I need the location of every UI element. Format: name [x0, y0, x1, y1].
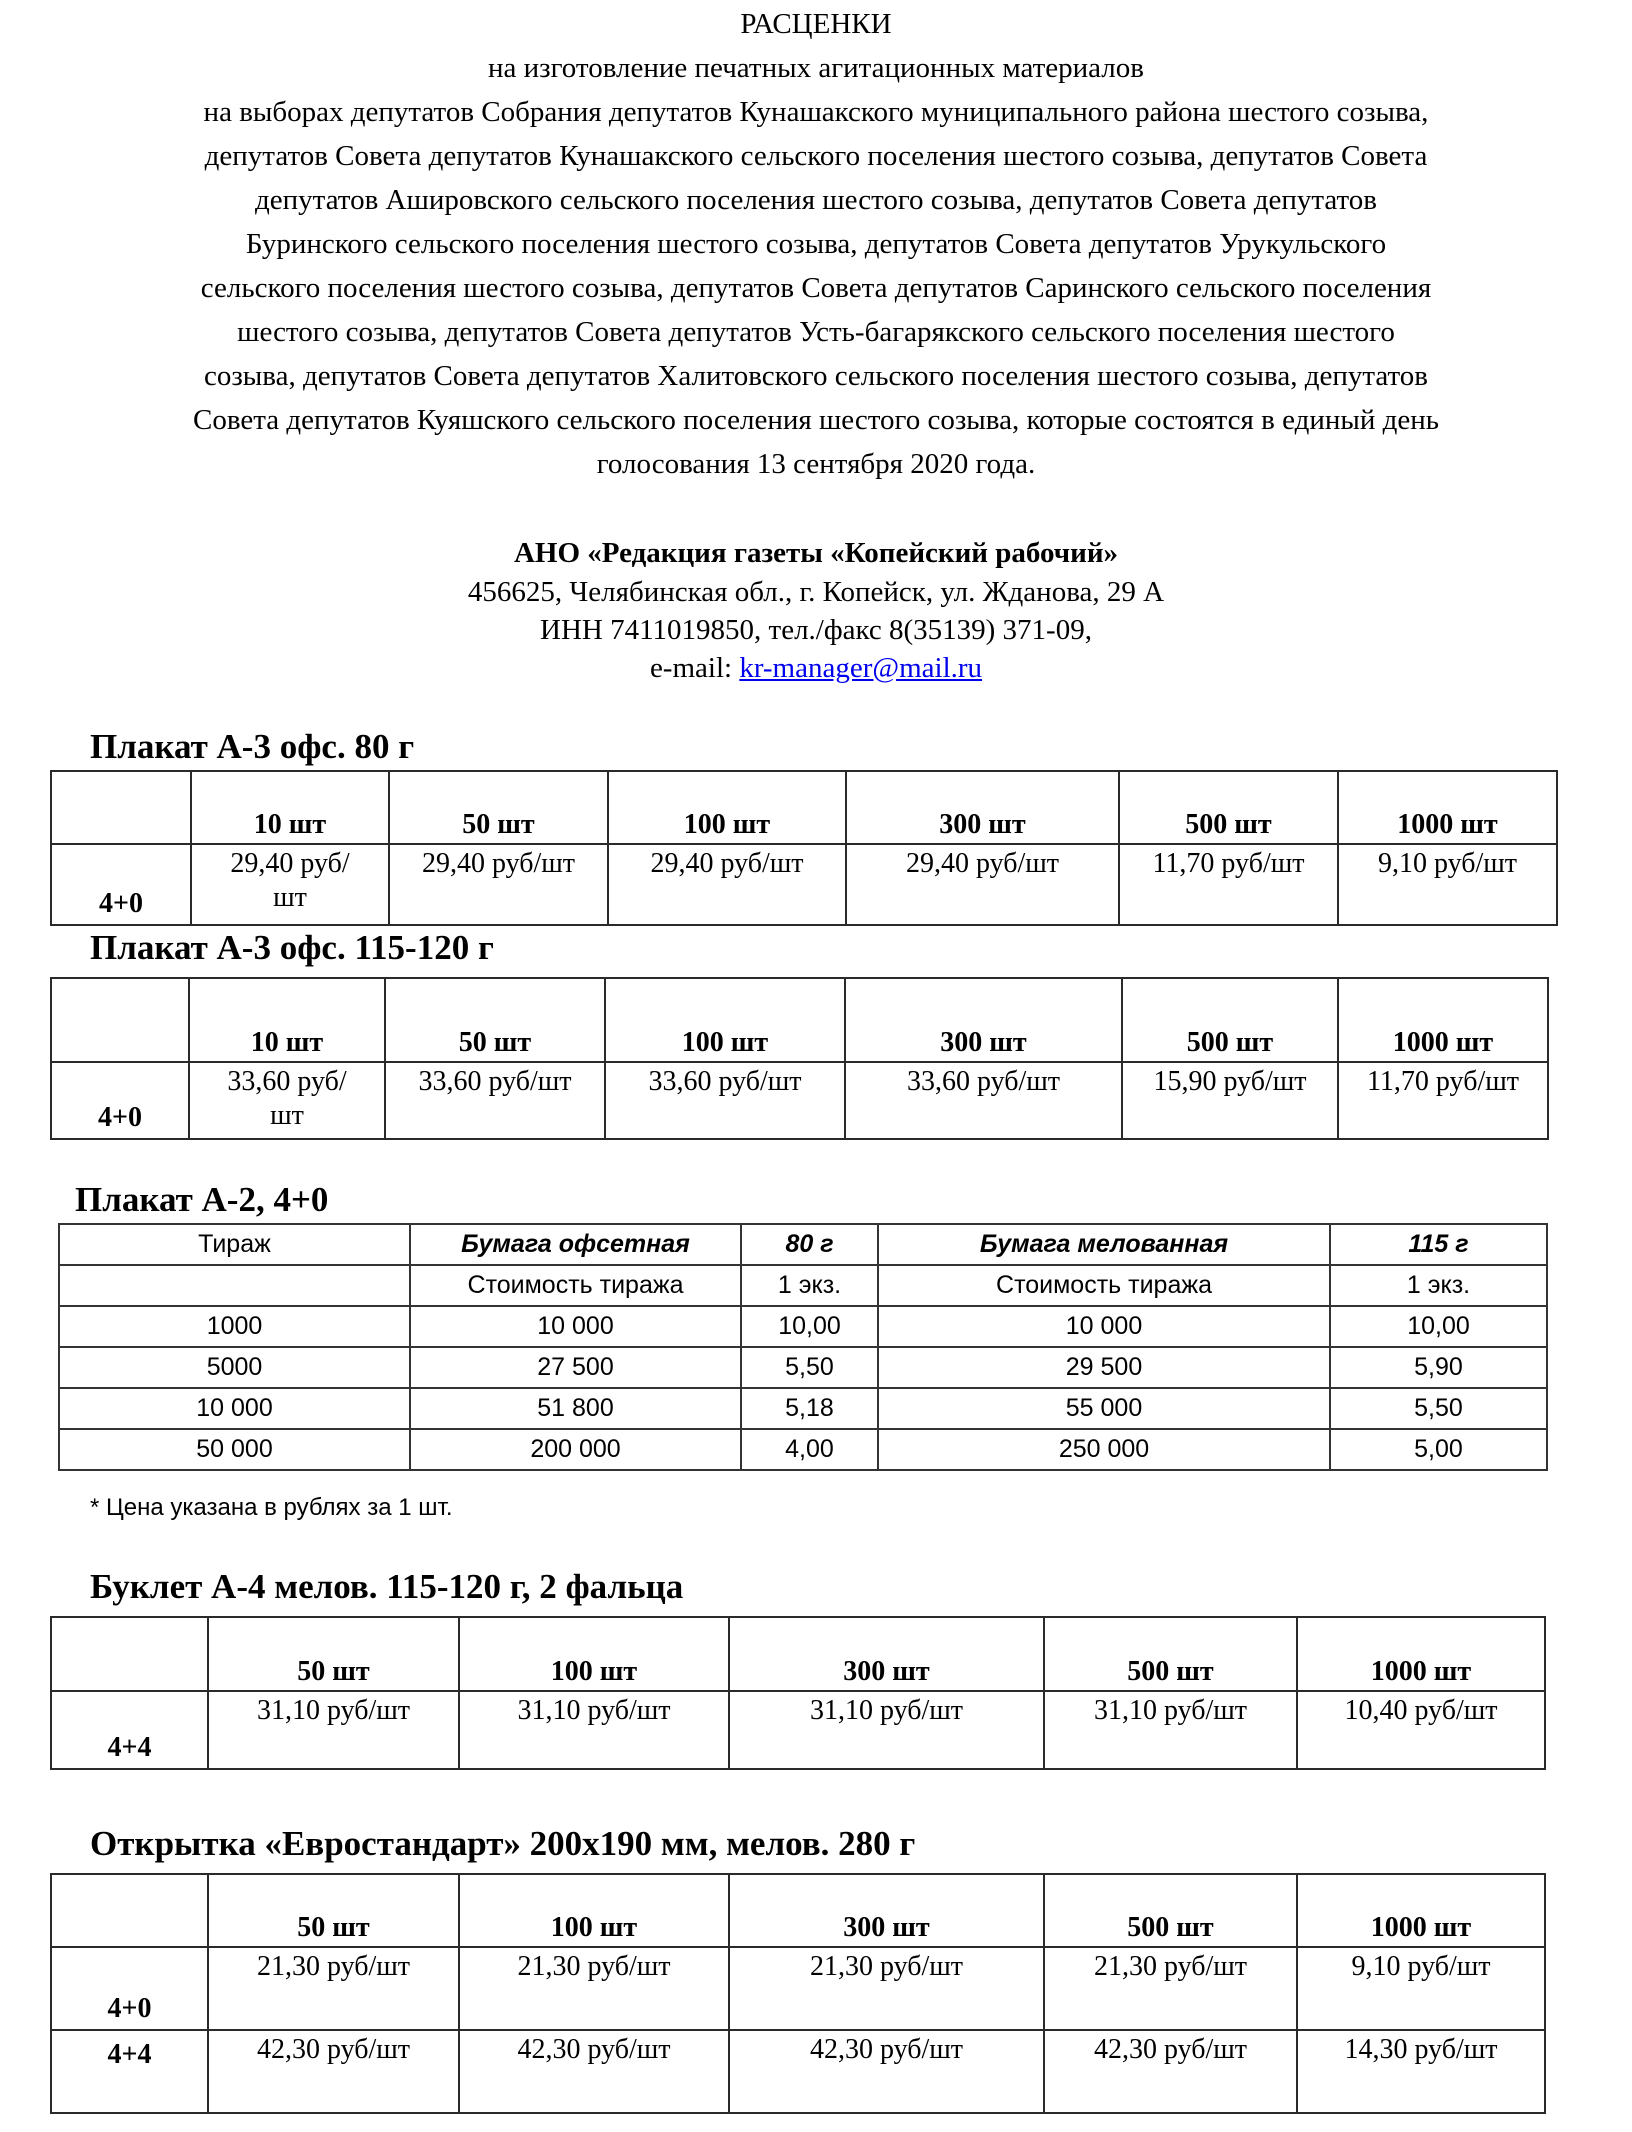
email-label: e-mail:: [649, 652, 740, 684]
column-header: 300 шт: [846, 771, 1119, 844]
company-email-line: [0, 650, 1632, 686]
price-table-booklet: [50, 1616, 1546, 1770]
price-cell: 29,40 руб/шт: [846, 844, 1119, 925]
column-header-coated-paper: Бумага мелованная: [878, 1224, 1330, 1265]
price-cell: 31,10 руб/шт: [729, 1691, 1044, 1769]
price-cell: 31,10 руб/шт: [459, 1691, 729, 1769]
empty-cell: [51, 1874, 208, 1947]
table-cell: 1000: [59, 1306, 410, 1347]
table-row: [51, 844, 1557, 925]
column-header: 50 шт: [208, 1617, 459, 1691]
column-header: 300 шт: [729, 1874, 1044, 1947]
price-cell: 42,30 руб/шт: [208, 2030, 459, 2113]
price-cell: 31,10 руб/шт: [208, 1691, 459, 1769]
column-header: 1000 шт: [1338, 978, 1548, 1062]
header-line: на выборах депутатов Собрания депутатов Кунашакского муниципального района шестого созыва,: [203, 96, 1429, 128]
company-address: 456625, Челябинская обл., г. Копейск, ул. Жданова, 29 А: [467, 576, 1165, 608]
price-table-poster-a3-115: [50, 977, 1549, 1140]
subheader-cell: Стоимость тиража: [410, 1265, 741, 1306]
price-cell: 33,60 руб/шт: [189, 1062, 385, 1139]
price-cell: 10,40 руб/шт: [1297, 1691, 1545, 1769]
table-cell: 50 000: [59, 1429, 410, 1470]
table-cell: 10 000: [59, 1388, 410, 1429]
price-cell: 29,40 руб/шт: [191, 844, 389, 925]
table-row: [59, 1388, 1547, 1429]
table-header-row: [51, 1874, 1545, 1947]
header-line: Совета депутатов Куяшского сельского поселения шестого созыва, которые состоятся в единый день: [193, 404, 1439, 436]
price-cell: 9,10 руб/шт: [1297, 1947, 1545, 2030]
column-header: 50 шт: [389, 771, 608, 844]
table-cell: 5,50: [1330, 1388, 1547, 1429]
table-cell: 10 000: [878, 1306, 1330, 1347]
table-cell: 200 000: [410, 1429, 741, 1470]
document-title: РАСЦЕНКИ: [740, 8, 892, 40]
email-link[interactable]: kr-manager@mail.ru: [739, 652, 983, 684]
section-title-poster-a2: Плакат А-2, 4+0: [75, 1180, 329, 1219]
section-title-poster-a3-80: Плакат А-3 офс. 80 г: [90, 727, 415, 766]
column-header: 100 шт: [608, 771, 846, 844]
header-line: депутатов Совета депутатов Кунашакского сельского поселения шестого созыва, депутатов Совета: [204, 140, 1428, 172]
column-header-80g: 80 г: [741, 1224, 878, 1265]
price-cell: 15,90 руб/шт: [1122, 1062, 1338, 1139]
column-header-tirazh: Тираж: [59, 1224, 410, 1265]
price-cell: 14,30 руб/шт: [1297, 2030, 1545, 2113]
price-cell: 33,60 руб/шт: [845, 1062, 1122, 1139]
price-cell: 21,30 руб/шт: [459, 1947, 729, 2030]
table-cell: 4,00: [741, 1429, 878, 1470]
column-header: 50 шт: [385, 978, 605, 1062]
table-cell: 10,00: [741, 1306, 878, 1347]
price-cell: 33,60 руб/шт: [605, 1062, 845, 1139]
table-cell: 10,00: [1330, 1306, 1547, 1347]
table-cell: 10 000: [410, 1306, 741, 1347]
price-table-poster-a2: [58, 1223, 1548, 1471]
price-cell: 29,40 руб/шт: [389, 844, 608, 925]
row-label: 4+4: [51, 2030, 208, 2113]
subheader-cell: 1 экз.: [1330, 1265, 1547, 1306]
empty-cell: [51, 978, 189, 1062]
empty-cell: [51, 771, 191, 844]
column-header: 500 шт: [1044, 1617, 1297, 1691]
column-header: 1000 шт: [1297, 1874, 1545, 1947]
table-cell: 5,90: [1330, 1347, 1547, 1388]
header-line: голосования 13 сентября 2020 года.: [596, 448, 1036, 480]
table-cell: 5,18: [741, 1388, 878, 1429]
column-header: 10 шт: [191, 771, 389, 844]
row-label: 4+0: [51, 1947, 208, 2030]
header-line: созыва, депутатов Совета депутатов Халитовского сельского поселения шестого созыва, депутатов: [203, 360, 1429, 392]
row-label: 4+0: [51, 844, 191, 925]
table-row: [59, 1347, 1547, 1388]
price-cell: 11,70 руб/шт: [1338, 1062, 1548, 1139]
table-cell: 27 500: [410, 1347, 741, 1388]
column-header: 500 шт: [1044, 1874, 1297, 1947]
header-line: Буринского сельского поселения шестого созыва, депутатов Совета депутатов Урукульского: [245, 228, 1387, 260]
section-title-booklet: Буклет А-4 мелов. 115-120 г, 2 фальца: [90, 1567, 684, 1606]
table-row: [59, 1306, 1547, 1347]
company-inn-phone: ИНН 7411019850, тел./факс 8(35139) 371-09,: [540, 614, 1092, 646]
table-subheader-row: [59, 1265, 1547, 1306]
table-cell: 5,00: [1330, 1429, 1547, 1470]
price-cell: 42,30 руб/шт: [459, 2030, 729, 2113]
table-cell: 5,50: [741, 1347, 878, 1388]
column-header: 50 шт: [208, 1874, 459, 1947]
table-cell: 51 800: [410, 1388, 741, 1429]
table-row: [59, 1429, 1547, 1470]
header-line: на изготовление печатных агитационных материалов: [488, 52, 1144, 84]
column-header: 500 шт: [1119, 771, 1338, 844]
price-note: * Цена указана в рублях за 1 шт.: [90, 1494, 453, 1521]
price-cell: 21,30 руб/шт: [729, 1947, 1044, 2030]
table-cell: 55 000: [878, 1388, 1330, 1429]
column-header: 1000 шт: [1297, 1617, 1545, 1691]
column-header: 100 шт: [459, 1617, 729, 1691]
company-name: АНО «Редакция газеты «Копейский рабочий»: [513, 537, 1119, 569]
price-cell: 42,30 руб/шт: [729, 2030, 1044, 2113]
price-cell: 11,70 руб/шт: [1119, 844, 1338, 925]
column-header: 100 шт: [459, 1874, 729, 1947]
column-header: 500 шт: [1122, 978, 1338, 1062]
subheader-cell: 1 экз.: [741, 1265, 878, 1306]
table-row: [51, 1062, 1548, 1139]
table-cell: 5000: [59, 1347, 410, 1388]
header-line: шестого созыва, депутатов Совета депутатов Усть-багарякского сельского поселения шестого: [237, 316, 1395, 348]
column-header: 300 шт: [845, 978, 1122, 1062]
table-header-row: [51, 1617, 1545, 1691]
header-line: депутатов Ашировского сельского поселения шестого созыва, депутатов Совета депутатов: [255, 184, 1377, 216]
row-label: 4+4: [51, 1691, 208, 1769]
subheader-cell: Стоимость тиража: [878, 1265, 1330, 1306]
row-label: 4+0: [51, 1062, 189, 1139]
table-row: [51, 1691, 1545, 1769]
table-row: [51, 2030, 1545, 2113]
table-header-row: [51, 771, 1557, 844]
price-cell: 21,30 руб/шт: [1044, 1947, 1297, 2030]
table-header-row: [51, 978, 1548, 1062]
column-header: 10 шт: [189, 978, 385, 1062]
column-header-offset-paper: Бумага офсетная: [410, 1224, 741, 1265]
column-header-115g: 115 г: [1330, 1224, 1547, 1265]
section-title-postcard: Открытка «Евростандарт» 200х190 мм, мелов. 280 г: [90, 1824, 916, 1863]
empty-cell: [59, 1265, 410, 1306]
price-cell: 9,10 руб/шт: [1338, 844, 1557, 925]
section-title-poster-a3-115: Плакат А-3 офс. 115-120 г: [90, 928, 494, 967]
table-row: [51, 1947, 1545, 2030]
table-cell: 250 000: [878, 1429, 1330, 1470]
column-header: 100 шт: [605, 978, 845, 1062]
price-table-poster-a3-80: [50, 770, 1558, 926]
empty-cell: [51, 1617, 208, 1691]
price-table-postcard: [50, 1873, 1546, 2114]
header-line: сельского поселения шестого созыва, депутатов Совета депутатов Саринского сельского поселения: [200, 272, 1432, 304]
table-header-row: [59, 1224, 1547, 1265]
price-cell: 29,40 руб/шт: [608, 844, 846, 925]
price-cell: 31,10 руб/шт: [1044, 1691, 1297, 1769]
price-cell: 33,60 руб/шт: [385, 1062, 605, 1139]
price-cell: 42,30 руб/шт: [1044, 2030, 1297, 2113]
table-cell: 29 500: [878, 1347, 1330, 1388]
price-cell: 21,30 руб/шт: [208, 1947, 459, 2030]
column-header: 300 шт: [729, 1617, 1044, 1691]
column-header: 1000 шт: [1338, 771, 1557, 844]
